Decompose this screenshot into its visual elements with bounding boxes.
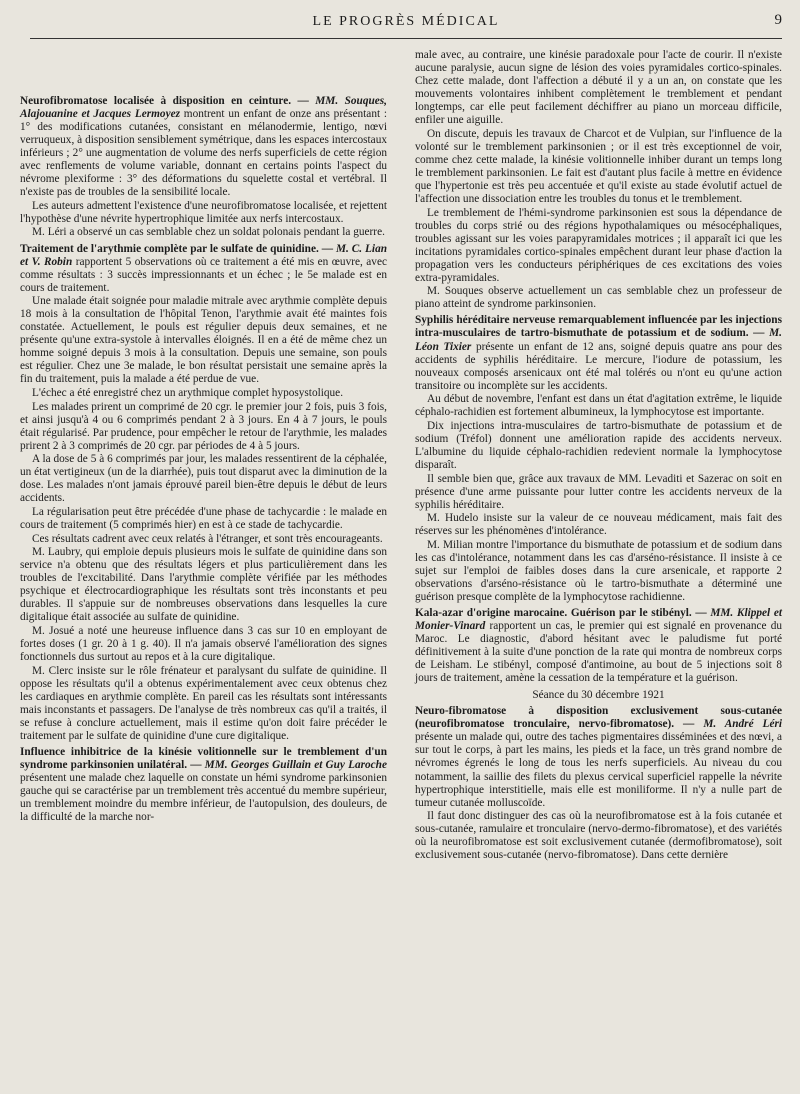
communication-title: Neurofibromatose localisée à disposition en ceinture. —	[20, 95, 309, 107]
session-date-heading: Séance du 30 décembre 1921	[532, 689, 665, 702]
communication-authors: MM. Souques, Alajouanine et Jacques Lermoyez	[20, 95, 387, 121]
paragraph: M. Hudelo insiste sur la valeur de ce nouveau médicament, mais fait des réserves sur les phénomènes d'intolérance.	[415, 512, 782, 538]
communication-authors: MM. Georges Guillain et Guy Laroche	[204, 758, 387, 771]
communication-heading	[415, 314, 782, 392]
paragraph: M. Léri a observé un cas semblable chez un soldat polonais pendant la guerre.	[32, 226, 385, 239]
paragraph: Les auteurs admettent l'existence d'une neurofibromatose localisée, et rejettent l'hypothèse d'une névrite hypertrophique limitée aux nerfs intercostaux.	[20, 199, 387, 225]
paragraph: Une malade était soignée pour maladie mitrale avec arythmie complète depuis 18 mois à la consultation de l'hôpital Tenon, l'arythmie avait été maintes fois constatée. Actuellement, le pouls est régulier depuis deux semaines, et ne présente qu'une extra-systole à intervalles éloignés. Il en a été de même chez un homme soigné depuis 3 mois à la consultation. Depuis une semaine, son pouls est régulier. Chez une 3e malade, le bon résultat persistait une semaine après la fin du traitement, puis la malade a été perdue de vue.	[20, 295, 387, 386]
communication-heading	[415, 607, 782, 685]
paragraph: male avec, au contraire, une kinésie paradoxale pour l'acte de courir. Il n'existe aucune paralysie, aucun signe de lésion des voies pyramidales cortico-spinales. Chez cette malade, dont l'affection a débuté il y a un an, on constate que les mouvements volontaires inhibent complètement le tremblement et pendant longtemps, car elle peut facilement déchiffrer au piano un morceau difficile, enfiler une aiguille.	[415, 49, 782, 127]
communication-authors: MM. Klippel et Monier-Vinard	[415, 606, 782, 633]
communication-title: Neuro-fibromatose à disposition exclusivement sous-cutanée (neurofibromatose tronculaire, nervo-fibromatose). —	[415, 705, 782, 731]
paragraph: M. Josué a noté une heureuse influence dans 3 cas sur 10 en employant de fortes doses (1 gr. 20 à 1 g. 40). Il n'a jamais observé l'amélioration des signes fonctionnels dus surtout au repos et à la cure digitalique.	[20, 624, 387, 663]
paragraph: Le tremblement de l'hémi-syndrome parkinsonien est sous la dépendance de troubles du corps strié ou des régions hypothalamiques ou mésocéphaliques, troubles agissant sur les voies parapyramidales motrices ; il apparaît ici que les incitations pyramidales cortico-spinales empêchent durant leur phase d'action la propagation vers les conducteurs périphériques de ces excitations des voies extra-pyramidales.	[415, 206, 782, 284]
communication-title: Influence inhibitrice de la kinésie volitionnelle sur le tremblement d'un syndrome parkinsonien unilatéral. —	[20, 745, 387, 771]
paragraph: Il semble bien que, grâce aux travaux de MM. Levaditi et Sazerac on soit en présence d'une arme puissante pour lutter contre les accidents nerveux de la syphilis héréditaire.	[415, 472, 782, 511]
text-columns	[20, 49, 783, 862]
paragraph-text: présente un enfant de 12 ans, soigné depuis quatre ans pour des accidents de syphilis héréditaire. Le mercure, l'iodure de potassium, les nouveaux composés arsenicaux ont été mal tolérés ou n'ont eu qu'une action transitoire ou incomplète sur les accidents.	[415, 340, 782, 392]
paragraph: Il faut donc distinguer des cas où la neurofibromatose est à la fois cutanée et sous-cutanée, ramulaire et tronculaire (nervo-dermo-fibromatose), et des variétés où la neurofibromatose est soit exclusivement cutanée (dermofibromatose), soit exclusivement sous-cutanée (nervo-fibromatose). Dans cette dernière	[415, 810, 782, 862]
paragraph: M. Laubry, qui emploie depuis plusieurs mois le sulfate de quinidine dans son service n'a obtenu que des résultats légers et plus particulièrement dans les troubles de l'excitabilité. Dans l'arythmie complète vérifiée par les méthodes psychique et électrocardiographique les résultats sont très inconstants et peu durables. Il s'appuie sur de nombreuses observations dans lesquelles la cure digitalique était associée au sulfate de quinidine.	[20, 546, 387, 624]
communication-authors: M. André Léri	[703, 718, 782, 731]
running-head	[30, 10, 782, 39]
left-column	[20, 92, 387, 862]
communication-title: Kala-azar d'origine marocaine. Guérison par le stibényl. —	[415, 606, 707, 619]
right-column	[415, 49, 782, 862]
paragraph: M. Clerc insiste sur le rôle frénateur et paralysant du sulfate de quinidine. Il oppose les résultats qu'il a obtenus expérimentalement avec ceux obtenus chez les cardiaques en arythmie complète. En pareil cas les résultats sont intéressants mais inconstants et passagers. De l'analyse de très nombreux cas qu'il a traités, il se refuse à conclure actuellement, mais il estime qu'on doit faire précéder le traitement par le sulfate de quinidine d'une cure digitalique.	[20, 664, 387, 742]
paragraph: M. Milian montre l'importance du bismuthate de potassium et de sodium dans les cas d'intolérance, notamment dans les cas d'arséno-résistance. Il insiste à ce sujet sur l'emploi de faibles doses dans la cure arsenicale, et rapporte 2 observations d'arséno-résistance où le tartro-bismuthate a déterminé une guérison presque complète de la lymphocytose rachidienne.	[415, 538, 782, 603]
communication-authors: M. Léon Tixier	[415, 327, 782, 353]
communication-heading	[20, 243, 387, 295]
paragraph: La régularisation peut être précédée d'une phase de tachycardie : le malade en cours de traitement (5 comprimés hier) en est à ce stade de tachycardie.	[20, 505, 387, 531]
journal-title: LE PROGRÈS MÉDICAL	[312, 14, 500, 29]
paragraph-text: présentent une malade chez laquelle on constate un hémi syndrome parkinsonien gauche qui se caractérise par un tremblement très accentué du membre supérieur, un tremblement moindre du membre inférieur, de l'autopulsion, des douleurs, de la difficulté de la marche nor-	[20, 771, 387, 824]
communication-title: Syphilis héréditaire nerveuse remarquablement influencée par les injections intra-musculaires de tartro-bismuthate de potassium et de sodium. —	[415, 314, 782, 340]
paragraph: M. Souques observe actuellement un cas semblable chez un professeur de piano atteint de syndrome parkinsonien.	[415, 285, 782, 311]
communication-heading	[415, 705, 782, 809]
paragraph: Les malades prirent un comprimé de 20 cgr. le premier jour 2 fois, puis 3 fois, et ainsi jusqu'à 4 ou 6 comprimés pendant 2 à 3 jours. En 4 à 7 jours, le pouls était régularisé. Par prudence, pour empêcher le retour de l'arythmie, les malades prirent 2 à 3 comprimés de 20 cgr. par périodes de 4 à 5 jours.	[20, 400, 387, 452]
communication-heading	[20, 746, 387, 824]
paragraph: Au début de novembre, l'enfant est dans un état d'agitation extrême, le liquide céphalo-rachidien est fortement albumineux, la lymphocytose est importante.	[415, 393, 782, 419]
paragraph: On discute, depuis les travaux de Charcot et de Vulpian, sur l'influence de la volonté sur le tremblement parkinsonien ; or il est très exceptionnel de voir, comme chez cette malade, la kinésie volitionnelle inhiber durant un temps long le tremblement parkinsonien. Le fait est d'autant plus facile à mettre en évidence que l'hypertonie est très peu accentuée et qu'il existe au stade évolutif actuel de l'affection une dissociation entre les troubles du tonus et le tremblement.	[415, 127, 782, 206]
paragraph-text: rapportent 5 observations où ce traitement a été mis en œuvre, avec comme résultats : 3 succès impressionnants et un échec ; le 5e malade est en cours de traitement.	[20, 255, 387, 294]
communication-heading	[20, 95, 387, 199]
page-number: 9	[774, 12, 782, 28]
paragraph: Ces résultats cadrent avec ceux relatés à l'étranger, et sont très encourageants.	[32, 532, 383, 545]
paragraph-text: présente un malade qui, outre des taches pigmentaires disséminées et des nœvi, a sur tout le corps, à part les mains, les pieds et la face, un très grand nombre de névromes égrenés le long de tous les nerfs superficiels. Au niveau du cou notamment, la saillie des filets du plexus cervical superficiel rappelle la névrite hypertrophique interstitielle, mais elle est moniliforme. Il n'y a nulle part de tumeur cutanée molluscoïde.	[415, 731, 782, 809]
paragraph-text: rapportent un cas, le premier qui est signalé en provenance du Maroc. Le diagnostic, d'abord hésitant avec le paludisme fut porté définitivement à la suite d'une ponction de la rate qui montra de nombreux corps de Leisham. Le stibényl, composé d'antimoine, au bout de 5 injections soit 8 jours de traitement, amène la cessation de la température et la guérison.	[415, 620, 783, 685]
communication-title: Traitement de l'arythmie complète par le sulfate de quinidine. —	[20, 242, 334, 255]
paragraph: A la dose de 5 à 6 comprimés par jour, les malades ressentirent de la céphalée, un état vertigineux (un de la diarrhée), puis tout disparut avec la diminution de la dose. Les malades n'ont jamais éprouvé pareil bien-être depuis le début de leurs accidents.	[20, 453, 387, 505]
paragraph: L'échec a été enregistré chez un arythmique complet hyposystolique.	[32, 387, 344, 400]
communication-authors: M. C. Lian et V. Robin	[20, 242, 388, 268]
paragraph-text: montrent un enfant de onze ans présentant : 1° des modifications cutanées, consistant en mélanodermie, lentigo, nœvi verruqueux, à disposition sensiblement symétrique, dans les espaces intercostaux inférieurs ; 2° une augmentation de volume des nerfs superficiels de cette région avec renflements de volume variable, donnant en certains points l'aspect du névrome plexiforme : 3° des déformations du squelette costal et vertébral. Il n'existe pas de troubles de la sensibilité locale.	[20, 108, 387, 199]
paragraph: Dix injections intra-musculaires de tartro-bismuthate de potassium et de sodium (Tréfol) donnent une amélioration rapide des accidents nerveux. L'albumine du liquide céphalo-rachidien redevient normale la lymphocytose disparaît.	[415, 419, 782, 471]
